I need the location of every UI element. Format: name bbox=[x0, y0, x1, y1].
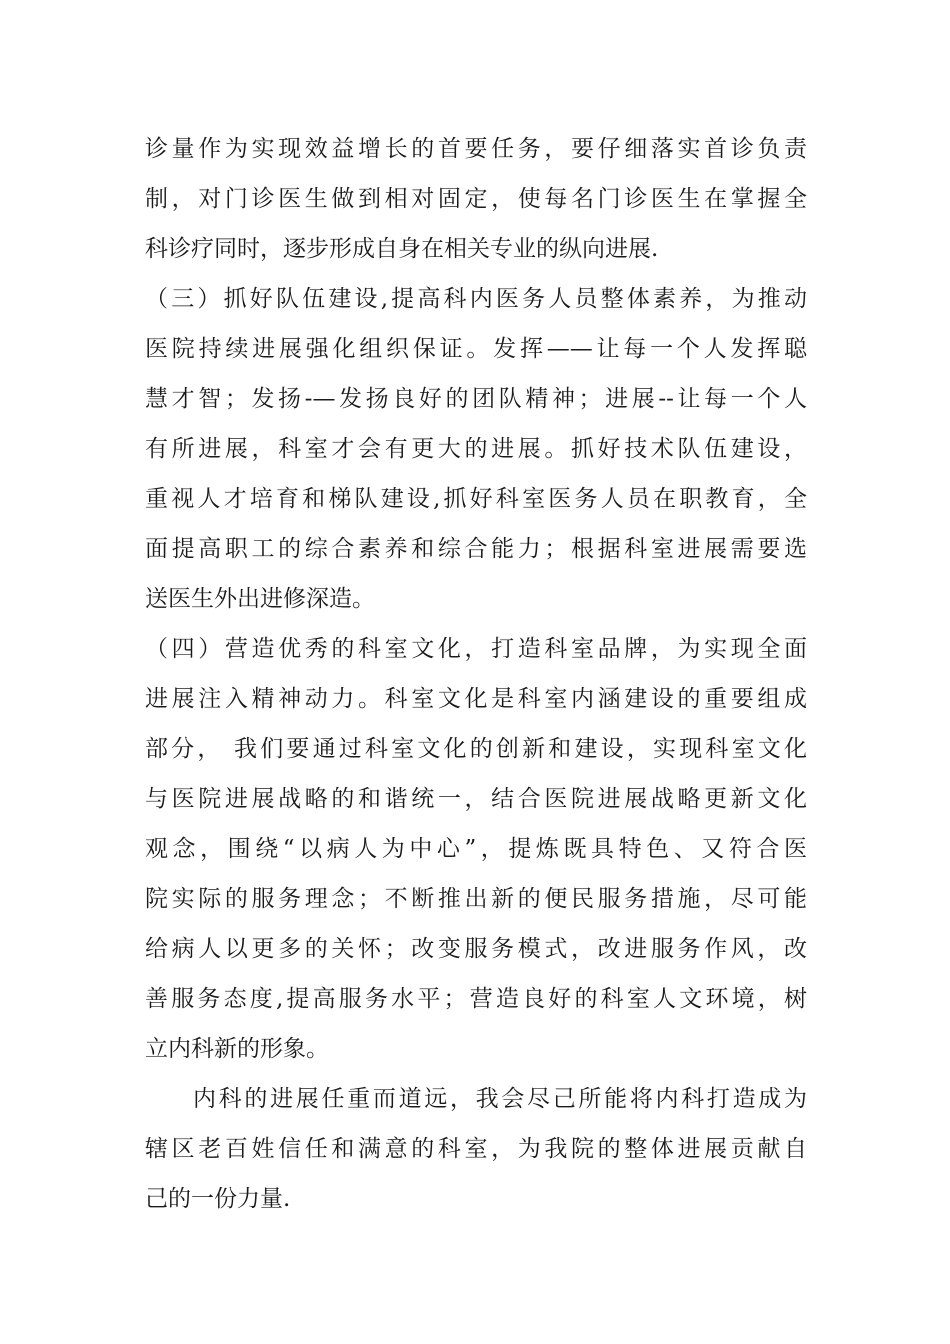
text-line: 院实际的服务理念；不断推出新的便民服务措施，尽可能 bbox=[145, 886, 807, 912]
text-line: 医院持续进展强化组织保证。发挥——让每一个人发挥聪 bbox=[145, 336, 807, 362]
closing-paragraph-line: 内科的进展任重而道远，我会尽己所能将内科打造成为 bbox=[193, 1086, 807, 1112]
text-line: 辖区老百姓信任和满意的科室，为我院的整体进展贡献自 bbox=[145, 1136, 807, 1162]
text-line: 慧才智；发扬-—发扬良好的团队精神；进展--让每一个人 bbox=[145, 386, 807, 412]
text-line: 部分， 我们要通过科室文化的创新和建设，实现科室文化 bbox=[145, 736, 807, 762]
text-line: 善服务态度,提高服务水平；营造良好的科室人文环境，树 bbox=[145, 986, 807, 1012]
text-line: 进展注入精神动力。科室文化是科室内涵建设的重要组成 bbox=[145, 686, 807, 712]
text-line: 制，对门诊医生做到相对固定，使每名门诊医生在掌握全 bbox=[145, 186, 807, 212]
section-4-heading-line: （四）营造优秀的科室文化，打造科室品牌，为实现全面 bbox=[145, 636, 807, 662]
text-line: 给病人以更多的关怀；改变服务模式，改进服务作风，改 bbox=[145, 936, 807, 962]
text-line: 有所进展，科室才会有更大的进展。抓好技术队伍建设， bbox=[145, 436, 807, 462]
text-line: 诊量作为实现效益增长的首要任务，要仔细落实首诊负责 bbox=[145, 136, 807, 162]
text-line: 送医生外出进修深造。 bbox=[145, 586, 375, 612]
text-line: 立内科新的形象。 bbox=[145, 1036, 329, 1062]
text-line: 科诊疗同时，逐步形成自身在相关专业的纵向进展. bbox=[145, 236, 659, 262]
text-line: 己的一份力量. bbox=[145, 1186, 291, 1212]
text-line: 面提高职工的综合素养和综合能力；根据科室进展需要选 bbox=[145, 536, 807, 562]
section-3-heading-line: （三）抓好队伍建设,提高科内医务人员整体素养，为推动 bbox=[145, 286, 807, 312]
text-line: 重视人才培育和梯队建设,抓好科室医务人员在职教育，全 bbox=[145, 486, 807, 512]
document-body bbox=[145, 124, 807, 1224]
text-line: 与医院进展战略的和谐统一，结合医院进展战略更新文化 bbox=[145, 786, 807, 812]
text-line: 观念，围绕“以病人为中心”，提炼既具特色、又符合医 bbox=[145, 836, 807, 862]
